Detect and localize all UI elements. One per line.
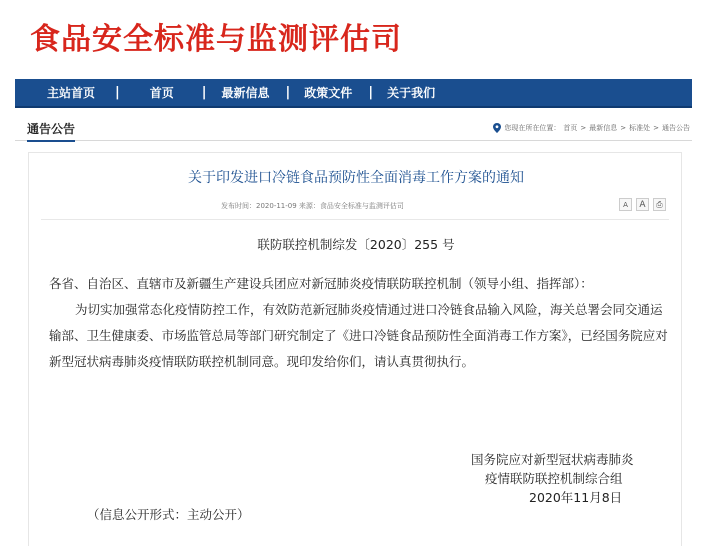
print-icon[interactable]: ⎙: [653, 198, 666, 211]
font-size-tools: [619, 198, 666, 211]
nav-item-about-us[interactable]: 关于我们: [387, 86, 436, 100]
nav-item-policy-docs[interactable]: 政策文件: [304, 86, 353, 100]
breadcrumb-separator: >: [580, 124, 587, 132]
breadcrumb-separator: >: [653, 124, 659, 132]
location-pin-icon: [493, 123, 501, 133]
main-navbar: [15, 79, 692, 108]
font-decrease-button[interactable]: A: [619, 198, 632, 211]
signature-line-1: 国务院应对新型冠状病毒肺炎: [471, 452, 634, 467]
nav-separator: |: [368, 85, 374, 100]
breadcrumb-separator: >: [620, 124, 627, 132]
breadcrumb-standards-office[interactable]: 标准处: [629, 124, 651, 132]
title-divider: [41, 219, 669, 220]
body-paragraph: 为切实加强常态化疫情防控工作，有效防范新冠肺炎疫情通过进口冷链食品输入风险，海关总署会同交通运输部、卫生健康委、市场监管总局等部门研究制定了《进口冷链食品预防性全面消毒工作方案》，已经国务院应对新型冠状病毒肺炎疫情联防联控机制同意。现印发给你们，请认真贯彻执行。: [49, 302, 668, 369]
section-header: [15, 118, 692, 141]
article-title: 关于印发进口冷链食品预防性全面消毒工作方案的通知: [188, 170, 524, 186]
section-title: 通告公告: [27, 120, 75, 142]
signature-date: 2020年11月8日: [529, 490, 623, 505]
nav-separator: |: [285, 85, 291, 100]
nav-item-home[interactable]: 首页: [149, 86, 174, 100]
nav-item-latest-info[interactable]: 最新信息: [221, 86, 270, 100]
site-title: 食品安全标准与监测评估司: [30, 22, 402, 57]
nav-separator: |: [115, 85, 120, 100]
disclosure-note: （信息公开形式：主动公开）: [87, 507, 250, 522]
breadcrumb: [493, 123, 690, 133]
article-container: [28, 152, 682, 546]
breadcrumb-home[interactable]: 首页: [563, 124, 578, 132]
font-increase-button[interactable]: A: [636, 198, 649, 211]
nav-separator: |: [201, 85, 207, 100]
article-body: [49, 271, 671, 375]
nav-item-main-home[interactable]: 主站首页: [47, 86, 96, 100]
breadcrumb-prefix: 您现在所在位置：: [504, 124, 561, 132]
salutation: 各省、自治区、直辖市及新疆生产建设兵团应对新冠肺炎疫情联防联控机制（领导小组、指挥部）：: [49, 276, 593, 291]
breadcrumb-latest-info[interactable]: 最新信息: [589, 124, 618, 132]
breadcrumb-notices[interactable]: 通告公告: [662, 124, 690, 132]
article-meta: 发布时间：2020-11-09 来源：食品安全标准与监测评估司: [221, 202, 404, 210]
document-number: 联防联控机制综发〔2020〕255 号: [257, 237, 455, 252]
signature-line-2: 疫情联防联控机制综合组: [485, 471, 623, 486]
